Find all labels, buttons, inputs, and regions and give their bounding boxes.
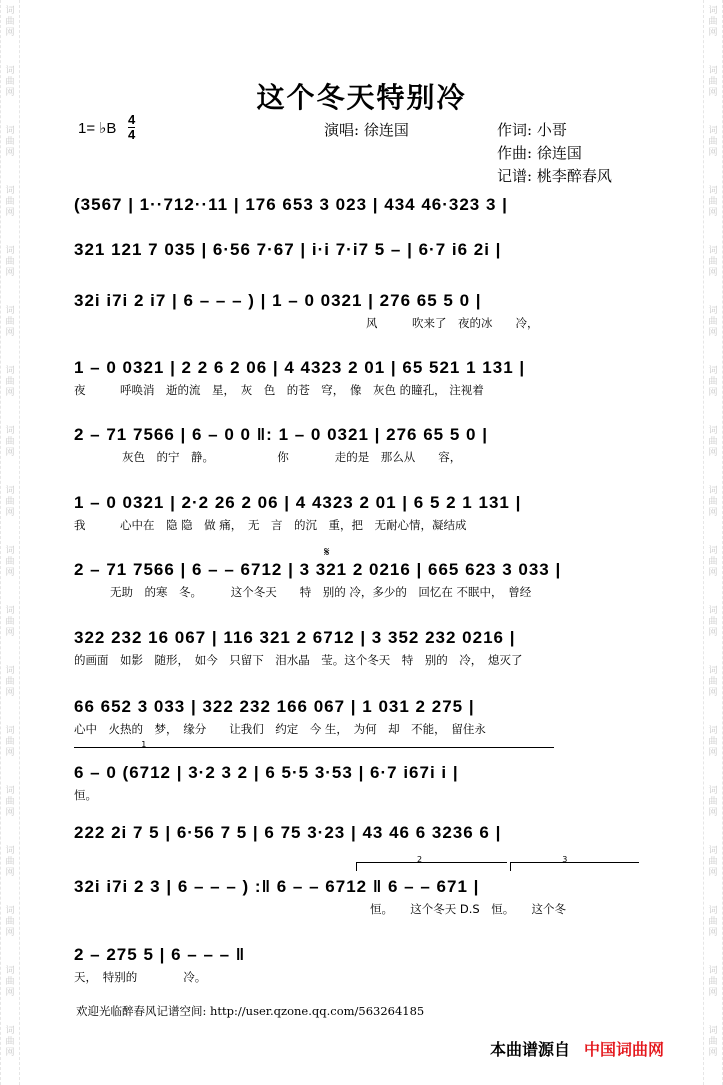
watermark-glyph: 曲 [5,1037,15,1047]
watermark-glyph: 词 [5,666,15,676]
transcriber-name: 桃李醉春风 [536,167,612,185]
watermark-glyph: 网 [5,988,15,998]
watermark-glyph: 网 [708,568,718,578]
watermark-glyph: 网 [708,28,718,38]
lyricist-label: 作词: [497,121,533,139]
watermark-glyph: 词 [5,726,15,736]
watermark-glyph: 词 [5,426,15,436]
watermark-glyph: 词 [5,606,15,616]
watermark-glyph: 曲 [5,377,15,387]
watermark-glyph: 曲 [5,77,15,87]
watermark-glyph: 词 [708,666,718,676]
time-signature [128,114,135,141]
watermark-glyph: 词 [5,186,15,196]
volta-3-bracket [510,855,639,871]
footer-note: 欢迎光临醉春风记谱空间: http://user.qzone.qq.com/563264185 [76,1004,425,1018]
watermark-glyph: 曲 [708,437,718,447]
watermark-glyph: 网 [708,628,718,638]
watermark-glyph: 曲 [5,317,15,327]
watermark-glyph: 曲 [708,857,718,867]
notes-line: 1 – 0 0321 | 2·2 26 2 06 | 4 4323 2 01 | 6 5 2 1 131 | [74,493,522,512]
watermark-glyph: 词 [708,966,718,976]
watermark-glyph: 词 [5,786,15,796]
watermark-glyph: 网 [708,988,718,998]
lyricist-name: 小哥 [536,121,567,139]
watermark-glyph: 词 [5,66,15,76]
watermark-glyph: 网 [5,28,15,38]
key-signature: 1= ♭B [78,120,117,137]
watermark-glyph: 网 [5,388,15,398]
watermark-glyph: 曲 [708,377,718,387]
notes-line: 1 – 0 0321 | 2 2 6 2 06 | 4 4323 2 01 | 65 521 1 131 | [74,358,526,377]
watermark-column-right [703,0,723,1085]
watermark-glyph: 曲 [708,497,718,507]
composer-name: 徐连国 [536,144,582,162]
watermark-glyph: 曲 [708,17,718,27]
watermark-glyph: 网 [5,88,15,98]
watermark-glyph: 曲 [5,557,15,567]
singer-name: 徐连国 [363,121,409,139]
watermark-glyph: 词 [708,6,718,16]
watermark-glyph: 网 [5,1048,15,1058]
watermark-glyph: 网 [708,868,718,878]
volta-1-bracket [74,740,554,756]
watermark-glyph: 网 [708,508,718,518]
watermark-glyph: 词 [5,966,15,976]
watermark-glyph: 网 [5,328,15,338]
composer-credit [497,142,582,163]
watermark-glyph: 网 [5,928,15,938]
lyrics-line: 灰色 的宁 静。 你 走的是 那么从 容， [122,450,462,464]
watermark-glyph: 网 [708,748,718,758]
watermark-glyph: 词 [708,426,718,436]
watermark-glyph: 词 [708,306,718,316]
watermark-glyph: 网 [5,208,15,218]
watermark-glyph: 词 [708,246,718,256]
lyrics-line: 天， 特别的 冷。 [74,970,207,984]
watermark-glyph: 曲 [708,797,718,807]
watermark-glyph: 网 [5,568,15,578]
lyrics-line: 我 心中在 隐 隐 做 痛， 无 言 的沉 重，把 无耐心情，凝结成 [74,518,467,532]
volta-3-number: 3 [562,855,568,864]
watermark-glyph: 词 [5,1026,15,1036]
watermark-glyph: 词 [708,126,718,136]
watermark-glyph: 词 [708,1026,718,1036]
lyrics-line: 恒。 [74,788,97,802]
notes-line: 2 – 275 5 | 6 – – – ‖ [74,945,246,964]
watermark-glyph: 词 [708,486,718,496]
watermark-glyph: 词 [5,846,15,856]
watermark-glyph: 曲 [5,17,15,27]
watermark-glyph: 曲 [5,617,15,627]
watermark-glyph: 曲 [5,797,15,807]
watermark-glyph: 曲 [708,737,718,747]
watermark-glyph: 曲 [5,977,15,987]
watermark-glyph: 曲 [5,197,15,207]
watermark-glyph: 曲 [708,557,718,567]
watermark-glyph: 曲 [708,977,718,987]
watermark-glyph: 网 [708,208,718,218]
watermark-glyph: 网 [5,268,15,278]
watermark-glyph: 网 [708,268,718,278]
volta-2-bracket [356,855,507,871]
notes-line: (3567 | 1··712··11 | 176 653 3 023 | 434 46·323 3 | [74,195,508,214]
watermark-glyph: 曲 [708,197,718,207]
watermark-glyph: 网 [5,808,15,818]
watermark-glyph: 网 [708,928,718,938]
transcriber-label: 记谱: [497,167,533,185]
watermark-glyph: 曲 [708,917,718,927]
watermark-glyph: 网 [708,328,718,338]
notes-line: 2 – 71 7566 | 6 – 0 0 ‖: 1 – 0 0321 | 276 65 5 0 | [74,425,488,444]
watermark-glyph: 曲 [708,137,718,147]
watermark-glyph: 曲 [708,677,718,687]
watermark-glyph: 曲 [5,857,15,867]
watermark-glyph: 网 [708,808,718,818]
watermark-glyph: 曲 [5,677,15,687]
lyrics-line: 心中 火热的 梦， 缘分 让我们 约定 今 生， 为何 却 不能， 留住永 [74,722,486,736]
notes-line: 2 – 71 7566 | 6 – – 6712 | 3 321 2 0216 | 665 623 3 033 | [74,560,562,579]
watermark-glyph: 曲 [5,737,15,747]
song-title: 这个冬天特别冷 [256,81,467,114]
lyrics-line: 风 吹来了 夜的冰 冷， [366,316,539,330]
transcriber-credit [497,165,612,186]
time-signature-top: 4 [128,112,136,127]
lyrics-line: 无助 的寒 冬。 这个冬天 特 别的 冷，多少的 回忆在 不眠中， 曾经 [110,585,532,599]
segno-icon: 𝄋 [324,545,330,560]
watermark-glyph: 网 [708,148,718,158]
watermark-glyph: 词 [708,186,718,196]
lyrics-line: 夜 呼唤消 逝的流 星， 灰 色 的苍 穹， 像 灰色 的瞳孔， 注视着 [74,383,484,397]
watermark-glyph: 曲 [708,617,718,627]
watermark-glyph: 网 [5,148,15,158]
notes-line: 222 2i 7 5 | 6·56 7 5 | 6 75 3·23 | 43 46 6 3236 6 | [74,823,502,842]
watermark-glyph: 曲 [5,917,15,927]
time-signature-bottom: 4 [128,127,136,142]
watermark-glyph: 网 [5,688,15,698]
watermark-glyph: 词 [708,906,718,916]
watermark-glyph: 网 [5,748,15,758]
watermark-glyph: 词 [708,66,718,76]
watermark-glyph: 词 [708,726,718,736]
watermark-glyph: 网 [708,448,718,458]
watermark-glyph: 曲 [5,497,15,507]
watermark-glyph: 词 [5,6,15,16]
watermark-glyph: 曲 [5,137,15,147]
notes-line: 321 121 7 035 | 6·56 7·67 | i·i 7·i7 5 – | 6·7 i6 2i | [74,240,502,259]
watermark-glyph: 网 [5,448,15,458]
notes-line: 32i i7i 2 i7 | 6 – – – ) | 1 – 0 0321 | 276 65 5 0 | [74,291,482,310]
watermark-glyph: 网 [708,388,718,398]
watermark-glyph: 曲 [5,257,15,267]
watermark-glyph: 网 [708,1048,718,1058]
watermark-glyph: 词 [5,126,15,136]
watermark-glyph: 词 [708,366,718,376]
lyrics-line: 恒。 这个冬天 D.S 恒。 这个冬 [370,902,566,916]
singer-credit [324,119,409,140]
watermark-glyph: 网 [708,688,718,698]
watermark-glyph: 词 [5,906,15,916]
watermark-glyph: 词 [708,546,718,556]
source-label: 本曲谱源自 [490,1040,571,1059]
source-site-link[interactable]: 中国词曲网 [584,1040,665,1059]
notes-line: 6 – 0 (6712 | 3·2 3 2 | 6 5·5 3·53 | 6·7 i67i i | [74,763,459,782]
watermark-glyph: 词 [5,486,15,496]
volta-2-number: 2 [417,855,423,864]
singer-label: 演唱: [324,121,360,139]
watermark-glyph: 网 [5,628,15,638]
lyricist-credit [497,119,567,140]
watermark-glyph: 曲 [708,77,718,87]
lyrics-line: 的画面 如影 随形， 如今 只留下 泪水晶 莹。这个冬天 特 别的 冷， 熄灭了 [74,653,523,667]
source-credit [490,1037,664,1060]
watermark-glyph: 网 [708,88,718,98]
watermark-glyph: 网 [5,508,15,518]
watermark-glyph: 词 [5,246,15,256]
watermark-glyph: 曲 [708,257,718,267]
watermark-glyph: 词 [708,786,718,796]
watermark-glyph: 曲 [5,437,15,447]
watermark-glyph: 词 [708,606,718,616]
notes-line: 66 652 3 033 | 322 232 166 067 | 1 031 2 275 | [74,697,475,716]
watermark-glyph: 曲 [708,317,718,327]
watermark-glyph: 词 [708,846,718,856]
notes-line: 322 232 16 067 | 116 321 2 6712 | 3 352 232 0216 | [74,628,516,647]
notes-line: 32i i7i 2 3 | 6 – – – ) :‖ 6 – – 6712 ‖ 6 – – 671 | [74,877,480,896]
watermark-glyph: 曲 [708,1037,718,1047]
volta-1-number: 1 [141,740,147,749]
watermark-glyph: 词 [5,366,15,376]
watermark-glyph: 网 [5,868,15,878]
composer-label: 作曲: [497,144,533,162]
watermark-glyph: 词 [5,546,15,556]
watermark-column-left [0,0,20,1085]
watermark-glyph: 词 [5,306,15,316]
